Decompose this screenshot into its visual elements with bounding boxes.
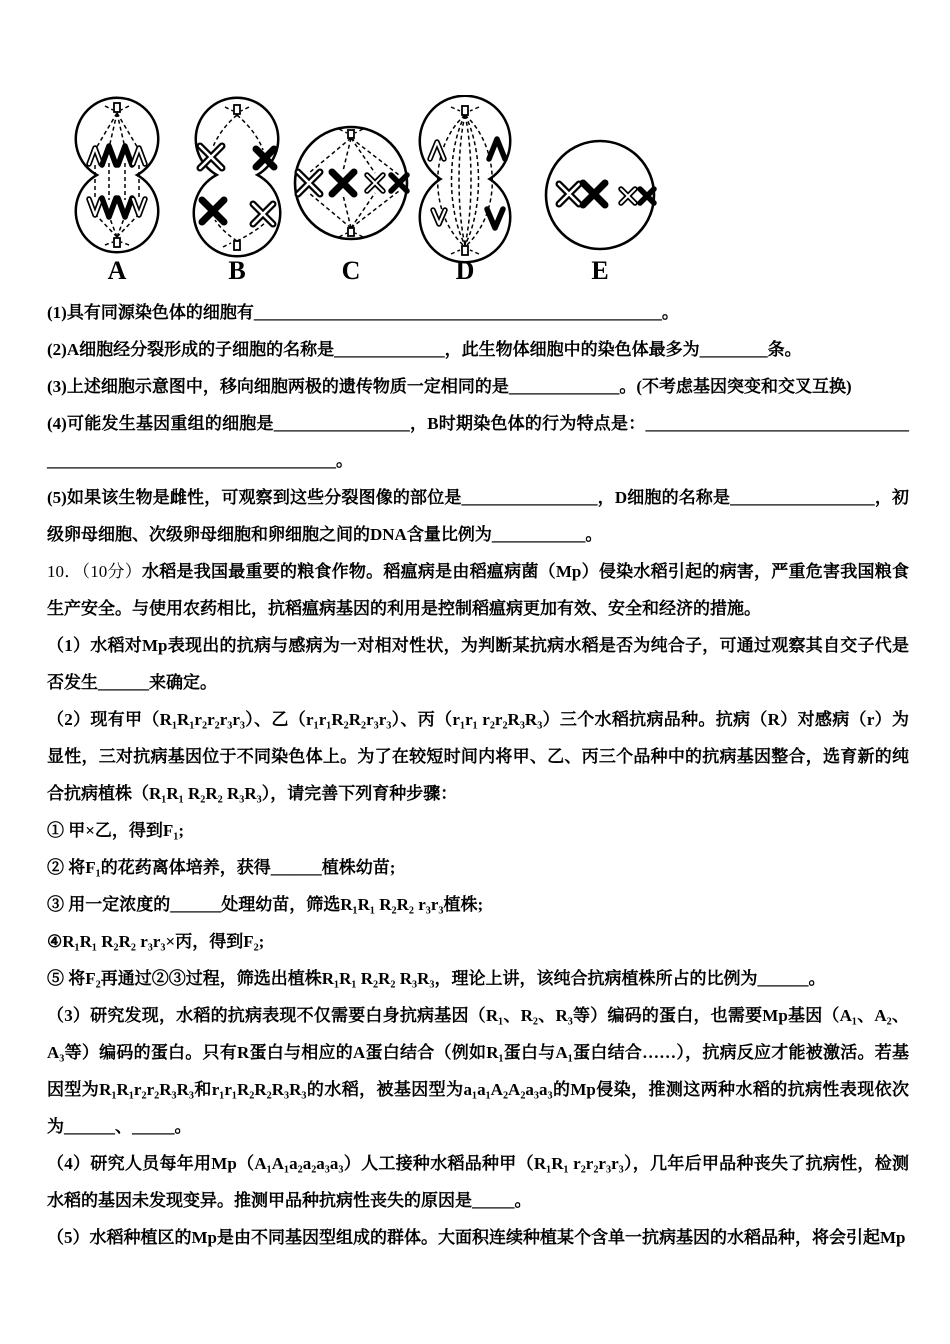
q9-subquestion-3: (3)上述细胞示意图中，移向细胞两极的遗传物质一定相同的是_____________。(不考虑基因突变和交叉互换) bbox=[47, 377, 852, 396]
q10-part-3: （3）研究发现，水稻的抗病表现不仅需要白身抗病基因（R₁、R₂、R₃等）编码的蛋白，也需要Mp基因（A₁、A₂、A₃等）编码的蛋白。只有R蛋白与相应的A蛋白结合（例如R₁蛋白与A₁蛋白结合……），抗病反应才能被激活。若基因型为R₁R₁r₂r₂R₃R₃和r₁r₁R₂R₂R₃R₃的水稻，被基因型为a₁a₁A₂A₂a₃a₃的Mp侵染，推测这两种水稻的抗病性表现依次为______、_____。 bbox=[47, 1006, 909, 1136]
cell-label-c: C bbox=[341, 256, 361, 285]
q9-subquestion-1: (1)具有同源染色体的细胞有________________________________________________。 bbox=[47, 303, 679, 322]
cell-diagram-c bbox=[295, 127, 407, 239]
cell-diagram-e bbox=[546, 141, 654, 249]
q10-intro bbox=[47, 553, 909, 627]
cell-diagram-d bbox=[421, 97, 509, 261]
q10-part-1: （1）水稻对Mp表现出的抗病与感病为一对相对性状，为判断某抗病水稻是否为纯合子，可通过观察其自交子代是否发生______来确定。 bbox=[47, 636, 909, 692]
q10-part-5: （5）水稻种植区的Mp是由不同基因型组成的群体。大面积连续种植某个含单一抗病基因的水稻品种，将会引起Mp bbox=[47, 1228, 906, 1247]
q9-subquestion-2: (2)A细胞经分裂形成的子细胞的名称是_____________，此生物体细胞中的染色体最多为________条。 bbox=[47, 340, 802, 359]
cell-label-d: D bbox=[455, 256, 475, 285]
cell-label-e: E bbox=[591, 256, 609, 285]
q10-number: 10．（10分） bbox=[47, 562, 142, 581]
q10-step-3: ③ 用一定浓度的______处理幼苗，筛选R₁R₁ R₂R₂ r₃r₃植株; bbox=[47, 895, 484, 914]
q10-step-5: ⑤ 将F₂再通过②③过程，筛选出植株R₁R₁ R₂R₂ R₃R₃，理论上讲，该纯合抗病植株所占的比例为______。 bbox=[47, 969, 826, 988]
cell-diagram-a bbox=[77, 99, 157, 251]
cell-division-svg bbox=[55, 95, 695, 287]
cell-division-figure bbox=[55, 95, 695, 287]
q9-subquestion-4: (4)可能发生基因重组的细胞是________________，B时期染色体的行为特点是：_________________________________________________________________。 bbox=[47, 414, 909, 470]
q10-step-1: ① 甲×乙，得到F₁; bbox=[47, 821, 185, 840]
q10-step-2: ② 将F₁的花药离体培养，获得______植株幼苗; bbox=[47, 858, 396, 877]
q10-part-4: （4）研究人员每年用Mp（A₁A₁a₂a₂a₃a₃）人工接种水稻品种甲（R₁R₁ r₂r₂r₃r₃），几年后甲品种丧失了抗病性，检测水稻的基因未发现变异。推测甲品种抗病性丧失的原因是_____。 bbox=[47, 1154, 909, 1210]
question-text-block bbox=[47, 294, 909, 1256]
cell-diagram-b bbox=[195, 99, 279, 255]
q10-part-2: （2）现有甲（R₁R₁r₂r₂r₃r₃）、乙（r₁r₁R₂R₂r₃r₃）、丙（r₁r₁ r₂r₂R₃R₃）三个水稻抗病品种。抗病（R）对感病（r）为显性，三对抗病基因位于不同染色体上。为了在较短时间内将甲、乙、丙三个品种中的抗病基因整合，选育新的纯合抗病植株（R₁R₁ R₂R₂ R₃R₃），请完善下列育种步骤： bbox=[47, 710, 909, 803]
q10-step-4: ④R₁R₁ R₂R₂ r₃r₃×丙，得到F₂; bbox=[47, 932, 265, 951]
q9-subquestion-5: (5)如果该生物是雌性，可观察到这些分裂图像的部位是________________，D细胞的名称是_________________，初级卵母细胞、次级卵母细胞和卵细胞之间的DNA含量比例为___________。 bbox=[47, 488, 909, 544]
cell-label-a: A bbox=[107, 256, 127, 285]
cell-label-b: B bbox=[228, 256, 246, 285]
q10-intro-text: 水稻是我国最重要的粮食作物。稻瘟病是由稻瘟病菌（Mp）侵染水稻引起的病害，严重危害我国粮食生产安全。与使用农药相比，抗稻瘟病基因的利用是控制稻瘟病更加有效、安全和经济的措施。 bbox=[47, 562, 910, 618]
